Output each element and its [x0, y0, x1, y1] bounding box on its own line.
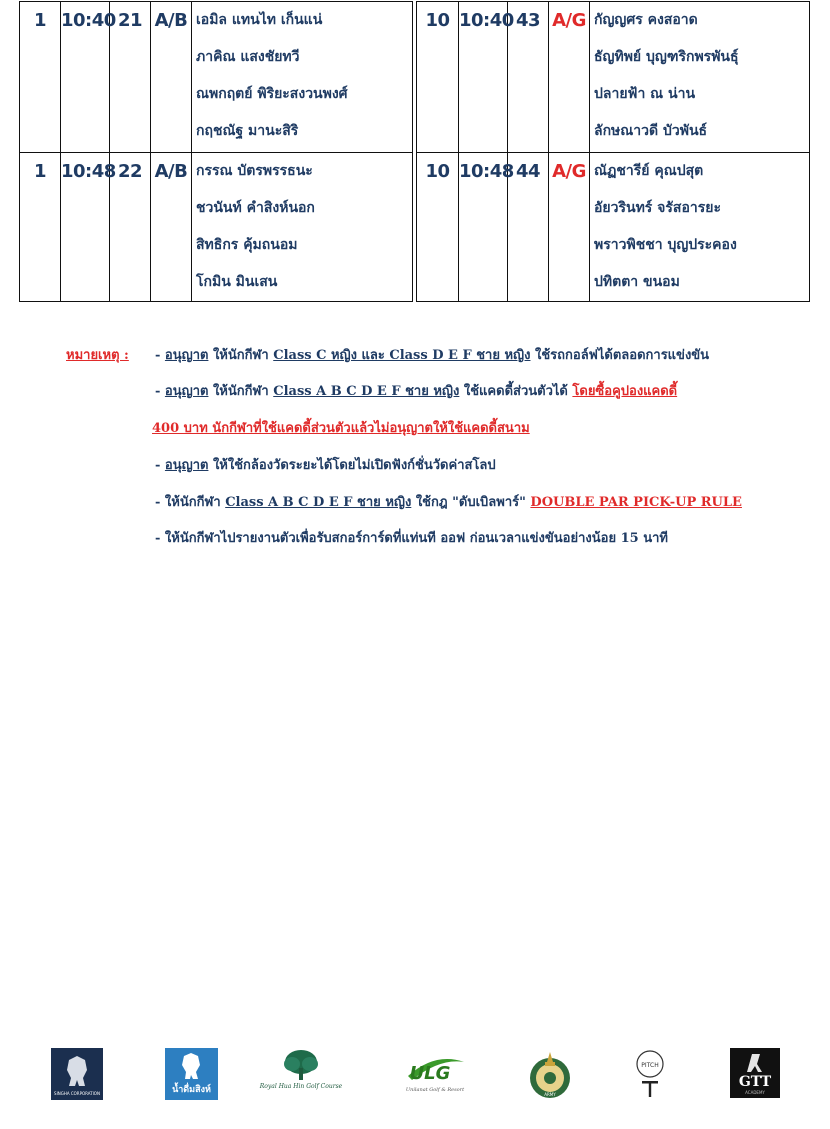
group-cell: A/G [549, 153, 590, 302]
note-emphasis: อนุญาต [164, 458, 209, 473]
flight-cell: 1 [20, 153, 61, 302]
players-cell [590, 153, 810, 302]
player-name: สิทธิกร คุ้มถนอม [196, 237, 298, 253]
table-row [20, 2, 413, 153]
logo-text: SINGHA CORPORATION [54, 1091, 100, 1096]
note-text: - ให้นักกีฬา [155, 495, 226, 510]
table-row [20, 153, 413, 302]
player-name: ชวนันท์ คำสิงห์นอก [196, 200, 315, 216]
note-text: ใช้กฎ "ดับเบิลพาร์" [411, 495, 531, 510]
table-row [417, 2, 810, 153]
player-name: กรรณ บัตรพรรธนะ [196, 163, 313, 179]
logo-text: ULG [409, 1063, 451, 1084]
logo-subtext: ACADEMY [745, 1090, 765, 1095]
note-line-4 [155, 454, 496, 475]
players-cell [590, 2, 810, 153]
note-text: ให้ใช้กล้องวัดระยะได้โดยไม่เปิดฟังก์ชั่นวัดค่าสโลป [208, 458, 496, 473]
logo-text: PITCH [641, 1062, 659, 1069]
player-name: ภาคิณ แสงชัยทวี [196, 49, 300, 65]
flight-cell: 10 [417, 2, 459, 153]
hole-cell: 43 [508, 2, 549, 153]
singha-corporation-logo [51, 1048, 103, 1100]
player-name: พราวพิชชา บุญประคอง [594, 237, 737, 253]
player-name: กฤชณัฐ มานะสิริ [196, 123, 299, 139]
flight-cell: 10 [417, 153, 459, 302]
note-line-5 [155, 491, 742, 512]
time-cell: 10:48 [61, 153, 110, 302]
sponsor-logos [0, 1048, 830, 1103]
flight-cell: 1 [20, 2, 61, 153]
note-warning: โดยซื้อคูปองแคดดี้ [572, 384, 678, 399]
time-cell: 10:40 [61, 2, 110, 153]
group-cell: A/B [151, 2, 192, 153]
note-text: - [155, 384, 165, 399]
note-emphasis: Class A B C D E F ชาย หญิง [273, 384, 460, 399]
ulg-logo [400, 1048, 470, 1094]
player-name: เอมิล แทนไท เก็นแน่ [196, 12, 323, 28]
note-text: ใช้รถกอล์ฟได้ตลอดการแข่งขัน [530, 348, 710, 363]
logo-text: Royal Hua Hin Golf Course [259, 1083, 343, 1090]
note-line-2 [155, 380, 677, 401]
nam-dum-singha-logo [165, 1048, 218, 1100]
time-cell: 10:40 [459, 2, 508, 153]
note-emphasis: อนุญาต [164, 384, 209, 399]
player-name: ณัฏชารีย์ คุณปสุต [594, 163, 704, 179]
player-name: ธัญทิพย์ บุญฑริกพรพันธุ์ [594, 49, 739, 65]
note-text: ให้นักกีฬา [208, 384, 274, 399]
notes-label: หมายเหตุ : [66, 348, 129, 363]
group-cell: A/G [549, 2, 590, 153]
table-row [417, 153, 810, 302]
time-cell: 10:48 [459, 153, 508, 302]
note-line-6: - ให้นักกีฬาไปรายงานตัวเพื่อรับสกอร์การ์ดที่แท่นที ออฟ ก่อนเวลาแข่งขันอย่างน้อย 15 นาที [155, 531, 668, 546]
hole-cell: 44 [508, 153, 549, 302]
gtt-academy-logo [730, 1048, 780, 1098]
note-text: - [155, 348, 165, 363]
note-emphasis: Class C หญิง และ Class D E F ชาย หญิง [273, 348, 531, 363]
tee-time-table-right [416, 1, 810, 302]
logo-text: ARMY [544, 1092, 556, 1097]
logo-text: GTT [738, 1074, 772, 1090]
pitch-logo [634, 1048, 666, 1100]
logo-subtext: Unilanat Golf & Resort [405, 1087, 465, 1093]
royal-hua-hin-logo [259, 1048, 343, 1096]
note-line-1 [155, 344, 709, 365]
player-name: ณพกฤตย์ พิริยะสงวนพงศ์ [196, 86, 348, 102]
note-emphasis: อนุญาต [164, 348, 209, 363]
logo-text: น้ำดื่มสิงห์ [172, 1085, 211, 1095]
players-cell [192, 2, 413, 153]
player-name: ปทิตตา ขนอม [594, 274, 680, 290]
player-name: อัยวรินทร์ จรัสอารยะ [594, 200, 721, 216]
hole-cell: 21 [110, 2, 151, 153]
note-text: - [155, 458, 165, 473]
group-cell: A/B [151, 153, 192, 302]
player-name: ลักษณาวดี บัวพันธ์ [594, 123, 708, 139]
players-cell [192, 153, 413, 302]
note-line-3: 400 บาท นักกีฬาที่ใช้แคดดี้ส่วนตัวแล้วไม่อนุญาตให้ใช้แคดดี้สนาม [152, 421, 530, 436]
player-name: โกมิน มินเสน [196, 274, 278, 290]
army-golf-logo [525, 1048, 575, 1100]
note-warning: DOUBLE PAR PICK-UP RULE [530, 495, 742, 510]
note-text: ให้นักกีฬา [208, 348, 274, 363]
note-text: ใช้แคดดี้ส่วนตัวได้ [459, 384, 573, 399]
hole-cell: 22 [110, 153, 151, 302]
player-name: กัญญศร คงสอาด [594, 12, 698, 28]
note-emphasis: Class A B C D E F ชาย หญิง [225, 495, 412, 510]
player-name: ปลายฟ้า ณ น่าน [594, 86, 696, 102]
tee-time-table-left [19, 1, 413, 302]
